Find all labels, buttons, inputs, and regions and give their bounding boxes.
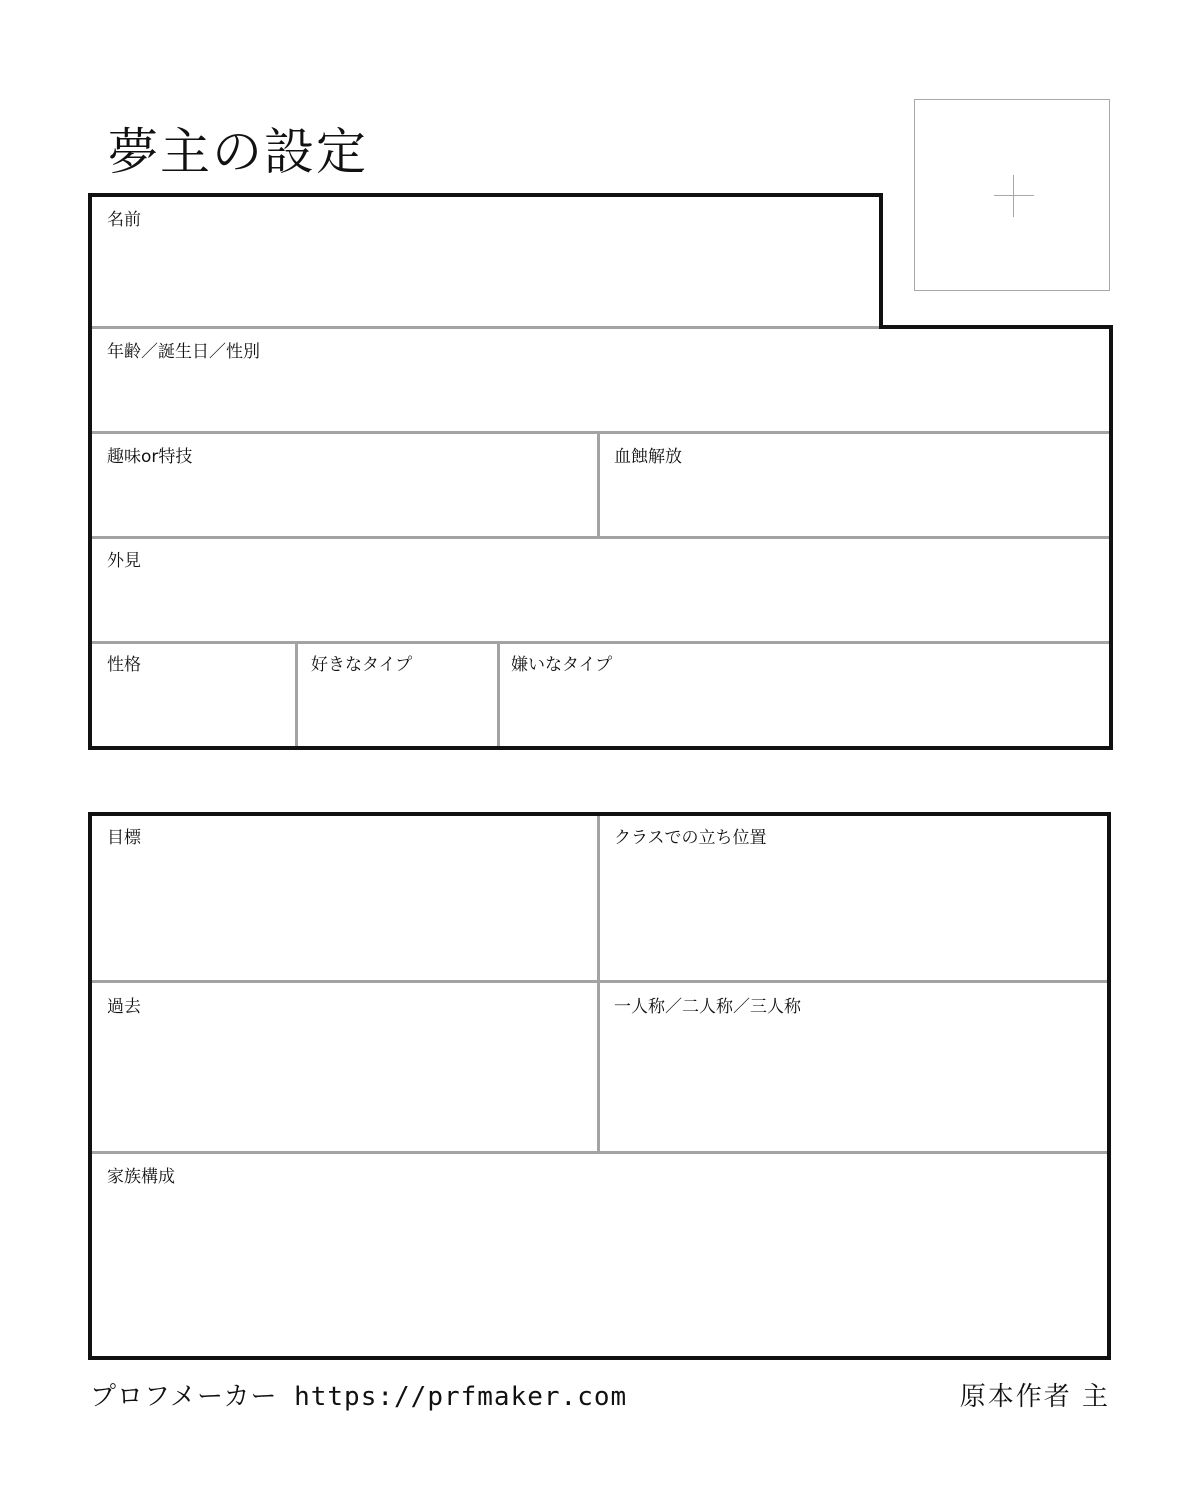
field-appearance: 外見: [107, 551, 141, 571]
page-title: 夢主の設定: [108, 123, 368, 181]
field-hobby: 趣味or特技: [107, 447, 193, 467]
field-disliked-type: 嫌いなタイプ: [511, 655, 613, 675]
photo-slot[interactable]: [914, 99, 1110, 291]
field-pronouns: 一人称／二人称／三人称: [614, 997, 801, 1017]
field-class-position: クラスでの立ち位置: [614, 828, 767, 848]
field-blood-release: 血蝕解放: [614, 447, 682, 467]
field-name: 名前: [107, 210, 141, 230]
field-liked-type: 好きなタイプ: [311, 655, 413, 675]
field-age-birthday-gender: 年齢／誕生日／性別: [107, 342, 260, 362]
footer-site-credit: プロフメーカー https://prfmaker.com: [90, 1382, 628, 1412]
field-goal: 目標: [107, 828, 141, 848]
field-personality: 性格: [107, 655, 141, 675]
plus-icon: [994, 195, 1034, 196]
plus-icon-vertical: [1013, 175, 1014, 217]
field-past: 過去: [107, 997, 141, 1017]
footer-author-credit: 原本作者 主: [959, 1382, 1110, 1412]
field-family: 家族構成: [107, 1167, 175, 1187]
